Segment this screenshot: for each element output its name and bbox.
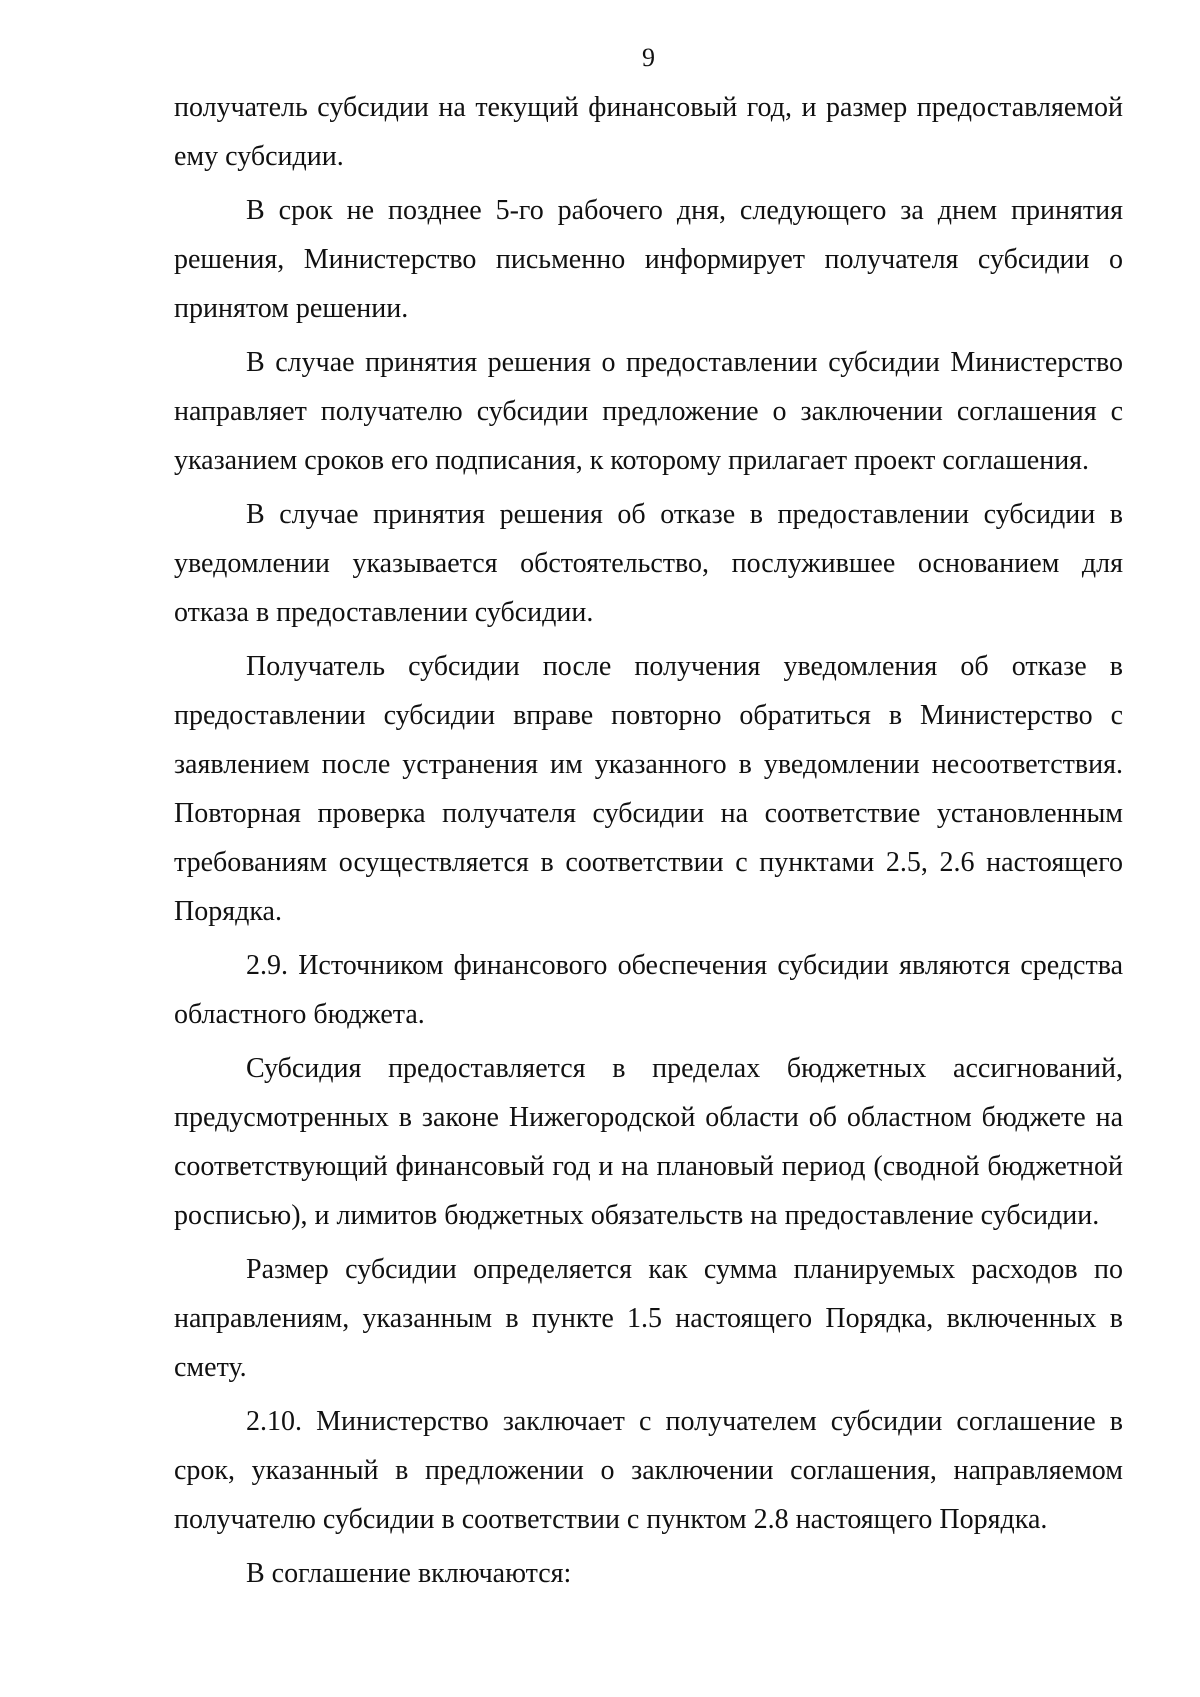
paragraph-2: В срок не позднее 5-го рабочего дня, следующего за днем принятия решения, Министерство письменно информирует получателя субсидии о принятом решении. — [174, 195, 1123, 324]
paragraph-7: Субсидия предоставляется в пределах бюджетных ассигнований, предусмотренных в законе Нижегородской области об областном бюджете на соответствующий финансовый год и на плановый период (сводной бюджетной росписью), и лимитов бюджетных обязательств на предоставление субсидии. — [174, 1053, 1123, 1231]
paragraph-6: 2.9. Источником финансового обеспечения субсидии являются средства областного бюджета. — [174, 950, 1123, 1030]
paragraph-10: В соглашение включаются: — [246, 1558, 572, 1589]
paragraph-9: 2.10. Министерство заключает с получателем субсидии соглашение в срок, указанный в предложении о заключении соглашения, направляемом получателю субсидии в соответствии с пунктом 2.8 настоящего Порядка. — [174, 1406, 1123, 1535]
paragraph-1: получатель субсидии на текущий финансовый год, и размер предоставляемой ему субсидии. — [174, 92, 1123, 172]
paragraph-3: В случае принятия решения о предоставлении субсидии Министерство направляет получателю субсидии предложение о заключении соглашения с указанием сроков его подписания, к которому прилагает проект соглашения. — [174, 347, 1123, 476]
paragraph-8: Размер субсидии определяется как сумма планируемых расходов по направлениям, указанным в пункте 1.5 настоящего Порядка, включенных в смету. — [174, 1254, 1123, 1383]
paragraph-5: Получатель субсидии после получения уведомления об отказе в предоставлении субсидии вправе повторно обратиться в Министерство с заявлением после устранения им указанного в уведомлении несоответствия. Повторная проверка получателя субсидии на соответствие установленным требованиям осуществляется в соответствии с пунктами 2.5, 2.6 настоящего Порядка. — [174, 651, 1123, 927]
paragraph-4: В случае принятия решения об отказе в предоставлении субсидии в уведомлении указывается обстоятельство, послужившее основанием для отказа в предоставлении субсидии. — [174, 499, 1123, 628]
document-body — [174, 83, 1123, 1603]
page-number: 9 — [642, 43, 655, 72]
document-page — [174, 0, 1123, 1697]
